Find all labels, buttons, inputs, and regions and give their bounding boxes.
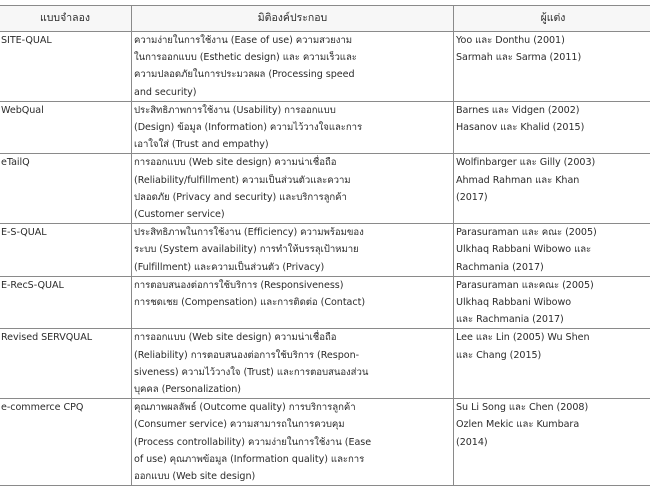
model-name: Revised SERVQUAL (1, 329, 129, 346)
dimension-text-line: (Consumer service) ความสามารถในการควบคุม (134, 416, 451, 433)
author-citation-line: Barnes และ Vidgen (2002) (456, 102, 650, 119)
author-citation-line: Sarmah และ Sarma (2011) (456, 49, 650, 66)
table-row (0, 276, 650, 329)
model-name: e-commerce CPQ (1, 399, 129, 416)
dimension-text-line: คุณภาพผลลัพธ์ (Outcome quality) การบริการลูกค้า (134, 399, 451, 416)
authors-cell (454, 154, 650, 224)
dimension-text-line: การตอบสนองต่อการใช้บริการ (Responsiveness) (134, 277, 451, 294)
header-authors: ผู้แต่ง (454, 6, 650, 32)
author-citation-line: Ulkhaq Rabbani Wibowo (456, 294, 650, 311)
model-name: E-RecS-QUAL (1, 277, 129, 294)
dimension-text-line: siveness) ความไว้วางใจ (Trust) และการตอบสนองส่วน (134, 364, 451, 381)
model-name-cell (0, 399, 132, 486)
dimension-text-line: ความง่ายในการใช้งาน (Ease of use) ความสวยงาม (134, 32, 451, 49)
table-row (0, 101, 650, 154)
author-citation-line: และ Chang (2015) (456, 347, 650, 364)
author-citation-line: Parasuraman และคณะ (2005) (456, 277, 650, 294)
author-citation-line: Yoo และ Donthu (2001) (456, 32, 650, 49)
dimension-text-line: การชดเชย (Compensation) และการติดต่อ (Contact) (134, 294, 451, 311)
dimension-text-line: ความปลอดภัยในการประมวลผล (Processing speed (134, 66, 451, 83)
author-citation-line: Ulkhaq Rabbani Wibowo และ (456, 241, 650, 258)
table-row (0, 399, 650, 486)
dimensions-cell (132, 276, 454, 329)
dimension-text-line: (Customer service) (134, 206, 451, 223)
table-row (0, 329, 650, 399)
dimensions-cell (132, 224, 454, 277)
dimension-text-line: การออกแบบ (Web site design) ความน่าเชื่อถือ (134, 154, 451, 171)
dimension-text-line: ระบบ (System availability) การทำให้บรรลุเป้าหมาย (134, 241, 451, 258)
dimension-text-line: ในการออกแบบ (Esthetic design) และ ความเร็วและ (134, 49, 451, 66)
model-comparison-table (0, 5, 650, 486)
author-citation-line: Hasanov และ Khalid (2015) (456, 119, 650, 136)
model-name-cell (0, 276, 132, 329)
model-name-cell (0, 329, 132, 399)
author-citation-line: และ Rachmania (2017) (456, 311, 650, 328)
dimensions-cell (132, 101, 454, 154)
model-name: E-S-QUAL (1, 224, 129, 241)
dimensions-cell (132, 32, 454, 102)
authors-cell (454, 224, 650, 277)
dimension-text-line: and security) (134, 84, 451, 101)
author-citation-line: (2014) (456, 434, 650, 451)
header-model: แบบจำลอง (0, 6, 132, 32)
dimension-text-line: บุคคล (Personalization) (134, 381, 451, 398)
author-citation-line: Wolfinbarger และ Gilly (2003) (456, 154, 650, 171)
table-row (0, 154, 650, 224)
dimensions-cell (132, 329, 454, 399)
dimension-text-line: ออกแบบ (Web site design) (134, 468, 451, 485)
author-citation-line: Su Li Song และ Chen (2008) (456, 399, 650, 416)
model-name-cell (0, 154, 132, 224)
author-citation-line: Lee และ Lin (2005) Wu Shen (456, 329, 650, 346)
dimensions-cell (132, 154, 454, 224)
dimension-text-line: ประสิทธิภาพในการใช้งาน (Efficiency) ความพร้อมของ (134, 224, 451, 241)
dimension-text-line: of use) คุณภาพข้อมูล (Information quality) และการ (134, 451, 451, 468)
authors-cell (454, 276, 650, 329)
model-name: eTailQ (1, 154, 129, 171)
author-citation-line: Ahmad Rahman และ Khan (456, 172, 650, 189)
authors-cell (454, 101, 650, 154)
authors-cell (454, 399, 650, 486)
author-citation-line: (2017) (456, 189, 650, 206)
dimensions-cell (132, 399, 454, 486)
dimension-text-line: (Fulfillment) และความเป็นส่วนตัว (Privacy) (134, 259, 451, 276)
table-body (0, 32, 650, 486)
dimension-text-line: (Design) ข้อมูล (Information) ความไว้วางใจและการ (134, 119, 451, 136)
author-citation-line: Rachmania (2017) (456, 259, 650, 276)
dimension-text-line: ปลอดภัย (Privacy and security) และบริการลูกค้า (134, 189, 451, 206)
dimension-text-line: (Process controllability) ความง่ายในการใช้งาน (Ease (134, 434, 451, 451)
table-row (0, 32, 650, 102)
dimension-text-line: เอาใจใส่ (Trust and empathy) (134, 136, 451, 153)
dimension-text-line: (Reliability) การตอบสนองต่อการใช้บริการ (Respon- (134, 347, 451, 364)
authors-cell (454, 32, 650, 102)
author-citation-line: Parasuraman และ คณะ (2005) (456, 224, 650, 241)
table-row (0, 224, 650, 277)
authors-cell (454, 329, 650, 399)
table-header-row (0, 6, 650, 32)
dimension-text-line: การออกแบบ (Web site design) ความน่าเชื่อถือ (134, 329, 451, 346)
dimension-text-line: ประสิทธิภาพการใช้งาน (Usability) การออกแบบ (134, 102, 451, 119)
header-dimensions: มิติองค์ประกอบ (132, 6, 454, 32)
model-name-cell (0, 101, 132, 154)
dimension-text-line: (Reliability/fulfillment) ความเป็นส่วนตัวและความ (134, 172, 451, 189)
model-name-cell (0, 224, 132, 277)
model-name: WebQual (1, 102, 129, 119)
author-citation-line: Ozlen Mekic และ Kumbara (456, 416, 650, 433)
model-name-cell (0, 32, 132, 102)
model-name: SITE-QUAL (1, 32, 129, 49)
